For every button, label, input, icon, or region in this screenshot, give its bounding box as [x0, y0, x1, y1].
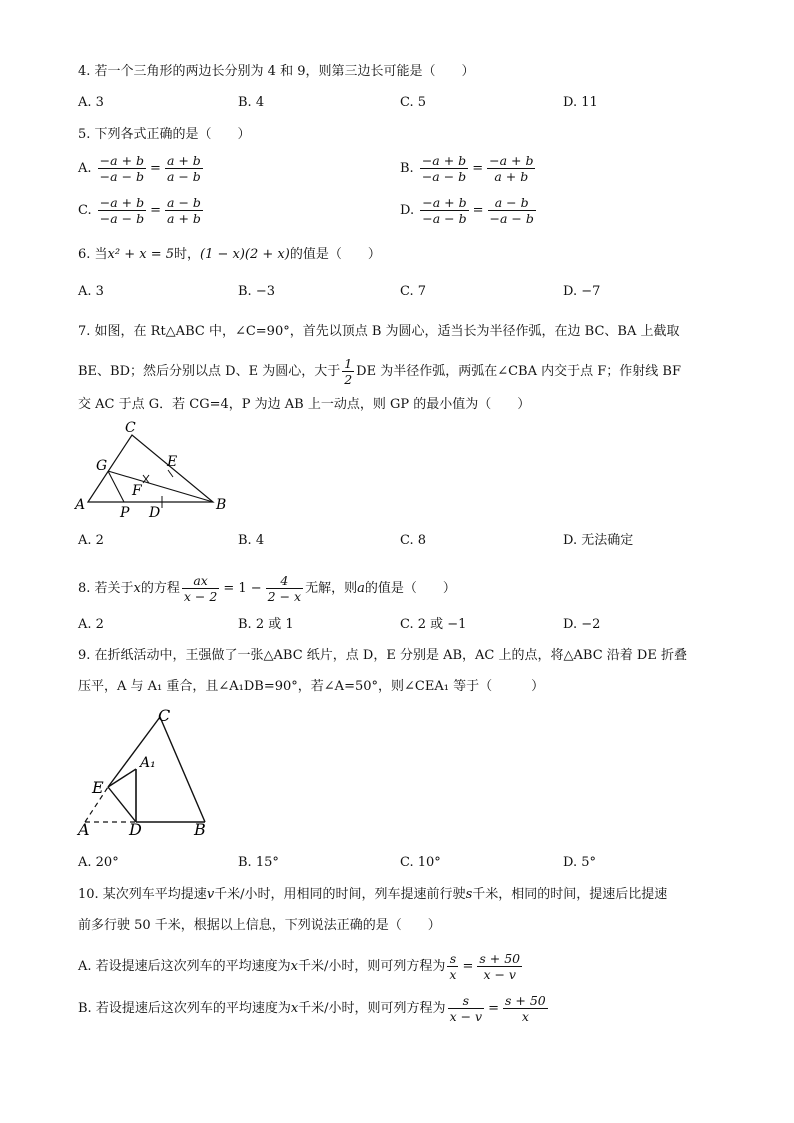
fraction: $\frac{a + b}{a - b}$: [166, 153, 201, 184]
label-F: F: [132, 483, 142, 499]
q8-option-c: C. 2 或 −1: [400, 617, 467, 632]
fraction: $\frac{s + 50}{x - v}$: [479, 951, 521, 982]
math-expression: x² + x = 5: [107, 247, 175, 262]
q9-option-d: D. 5°: [563, 855, 596, 870]
q9-option-c: C. 10°: [400, 855, 441, 870]
option-letter: B.: [400, 161, 414, 176]
fraction: $\frac{-a + b}{-a - b}$: [99, 195, 145, 226]
label-B: B: [216, 497, 227, 513]
question-7-line2: BE、BD；然后分别以点 D、E 为圆心，大于 $\frac{1}{2}$ DE 为半径作弧，两弧在∠CBA 内交于点 F；作射线 BF: [78, 356, 681, 387]
fraction: $\frac{-a + b}{-a - b}$: [421, 153, 467, 184]
q10-option-b: B. 若设提速后这次列车的平均速度为x千米/小时，则可列方程为 $\frac{s}{x - v}$ = $\frac{s + 50}{x}$: [78, 993, 546, 1024]
q4-option-c: C. 5: [400, 95, 427, 110]
label-B: B: [194, 820, 206, 839]
q6-option-c: C. 7: [400, 284, 427, 299]
question-6-stem: 6. 当x² + x = 5时，(1 − x)(2 + x)的值是（ ）: [78, 247, 381, 262]
q5-option-c: C. $\frac{-a + b}{-a - b}$ = $\frac{a - b}{a + b}$: [78, 195, 201, 226]
q7-option-c: C. 8: [400, 533, 427, 548]
q8-option-b: B. 2 或 1: [238, 617, 294, 632]
q8-option-a: A. 2: [78, 617, 104, 632]
question-7-line1: 7. 如图，在 Rt△ABC 中，∠C=90°，首先以顶点 B 为圆心，适当长为半径作弧，在边 BC、BA 上截取: [78, 324, 680, 339]
label-A: A: [78, 820, 90, 839]
label-C: C: [125, 420, 136, 436]
question-10-line1: 10. 某次列车平均提速v千米/小时，用相同的时间，列车提速前行驶s千米，相同的时间，提速后比提速: [78, 887, 668, 902]
fraction: $\frac{s}{x}$: [449, 951, 457, 982]
q4-option-a: A. 3: [78, 95, 104, 110]
label-D: D: [129, 820, 142, 839]
label-A: A: [75, 497, 86, 513]
q8-option-d: D. −2: [563, 617, 601, 632]
q4-option-b: B. 4: [238, 95, 265, 110]
option-letter: C.: [78, 203, 92, 218]
math-expression: (1 − x)(2 + x): [200, 247, 290, 262]
fraction: $\frac{a - b}{-a - b}$: [489, 195, 534, 226]
option-letter: A.: [78, 161, 92, 176]
q6-option-d: D. −7: [563, 284, 601, 299]
question-4-stem: 4. 若一个三角形的两边长分别为 4 和 9，则第三边长可能是（ ）: [78, 64, 475, 79]
fraction: $\frac{ax}{x - 2}$: [183, 573, 218, 604]
question-9-line1: 9. 在折纸活动中，王强做了一张△ABC 纸片，点 D，E 分别是 AB，AC 上的点，将△ABC 沿着 DE 折叠: [78, 648, 687, 663]
q6-option-b: B. −3: [238, 284, 275, 299]
q9-option-b: B. 15°: [238, 855, 279, 870]
fraction: $\frac{-a + b}{-a - b}$: [422, 195, 467, 226]
q7-option-d: D. 无法确定: [563, 533, 634, 548]
q5-option-a: A. $\frac{-a + b}{-a - b}$ = $\frac{a + b}{a - b}$: [78, 153, 201, 184]
label-D: D: [149, 505, 161, 521]
fraction: $\frac{1}{2}$: [344, 356, 353, 387]
q7-triangle-figure: [70, 420, 240, 525]
q7-option-b: B. 4: [238, 533, 265, 548]
label-A1: A₁: [140, 755, 156, 771]
q10-option-a: A. 若设提速后这次列车的平均速度为x千米/小时，则可列方程为 $\frac{s}{x}$ = $\frac{s + 50}{x - v}$: [78, 951, 521, 982]
fraction: $\frac{a - b}{a + b}$: [167, 195, 201, 226]
question-10-line2: 前多行驶 50 千米，根据以上信息，下列说法正确的是（ ）: [78, 918, 441, 933]
q9-folding-figure: [70, 702, 230, 842]
label-G: G: [96, 458, 108, 474]
q5-option-d: D. $\frac{-a + b}{-a - b}$ = $\frac{a - b}{-a - b}$: [400, 195, 534, 226]
label-E: E: [167, 454, 178, 470]
label-E: E: [92, 778, 104, 797]
option-letter: D.: [400, 203, 415, 218]
q6-option-a: A. 3: [78, 284, 104, 299]
question-7-line3: 交 AC 于点 G．若 CG=4，P 为边 AB 上一动点，则 GP 的最小值为（ ）: [78, 397, 531, 412]
question-8-stem: 8. 若关于x的方程 $\frac{ax}{x - 2}$ = 1 − $\frac{4}{2 - x}$ 无解，则a的值是（ ）: [78, 573, 456, 604]
fraction: $\frac{s}{x - v}$: [449, 993, 483, 1024]
fraction: $\frac{-a + b}{a + b}$: [489, 153, 534, 184]
question-5-stem: 5. 下列各式正确的是（ ）: [78, 127, 251, 142]
q5-option-b: B. $\frac{-a + b}{-a - b}$ = $\frac{-a + b}{a + b}$: [400, 153, 534, 184]
q7-option-a: A. 2: [78, 533, 104, 548]
q9-option-a: A. 20°: [78, 855, 119, 870]
question-9-line2: 压平，A 与 A₁ 重合，且∠A₁DB=90°，若∠A=50°，则∠CEA₁ 等于（ ）: [78, 679, 545, 694]
fraction: $\frac{s + 50}{x}$: [505, 993, 546, 1024]
fraction: $\frac{4}{2 - x}$: [267, 573, 302, 604]
q4-option-d: D. 11: [563, 95, 598, 110]
label-P: P: [120, 505, 130, 521]
label-C: C: [158, 706, 171, 725]
fraction: $\frac{-a + b}{-a - b}$: [99, 153, 145, 184]
